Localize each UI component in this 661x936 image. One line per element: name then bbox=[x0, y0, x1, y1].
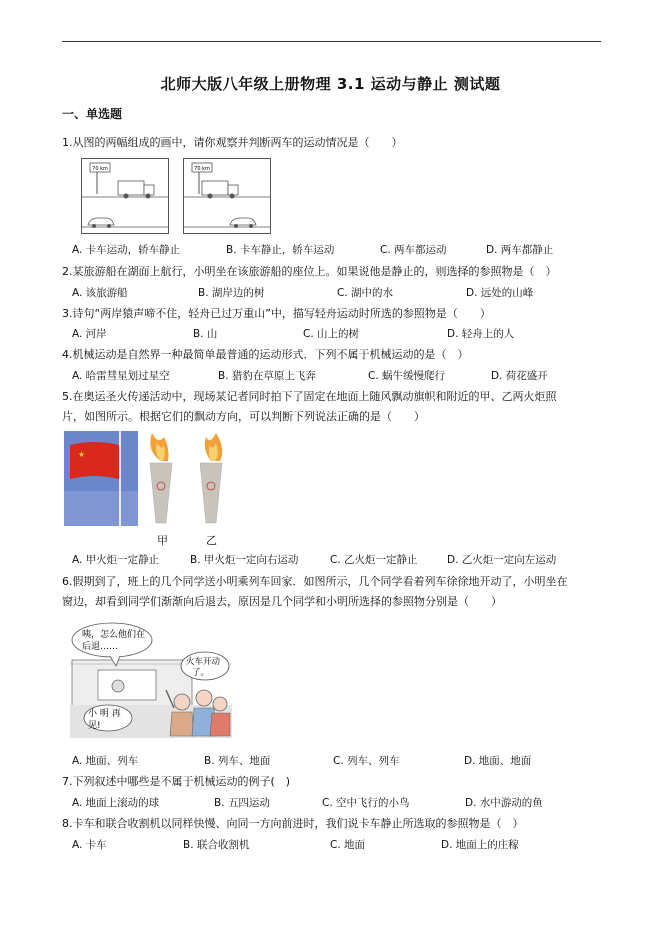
question-3-stem: 3.诗句“两岸猿声啼不住，轻舟已过万重山”中，描写轻舟运动时所选的参照物是（ ） bbox=[62, 307, 491, 320]
q4-option-c[interactable]: C. 蜗牛缓慢爬行 bbox=[368, 370, 446, 382]
q6-option-d[interactable]: D. 地面、地面 bbox=[464, 755, 532, 767]
q6-bubble2-line2: 了。 bbox=[192, 668, 210, 678]
q6-option-c[interactable]: C. 列车、列车 bbox=[333, 755, 400, 767]
q5-option-c[interactable]: C. 乙火炬一定静止 bbox=[330, 554, 418, 566]
q6-option-a[interactable]: A. 地面、列车 bbox=[72, 755, 139, 767]
q7-option-d[interactable]: D. 水中游动的鱼 bbox=[465, 797, 543, 809]
q8-option-d[interactable]: D. 地面上的庄稼 bbox=[441, 839, 519, 851]
q7-option-c[interactable]: C. 空中飞行的小鸟 bbox=[322, 797, 410, 809]
question-5-stem-line1: 5.在奥运圣火传递活动中，现场某记者同时拍下了固定在地面上随风飘动旗帜和附近的甲、乙两火炬照 bbox=[62, 390, 557, 403]
question-2-stem: 2.某旅游船在湖面上航行，小明坐在该旅游船的座位上。如果说他是静止的，则选择的参照物是（ ） bbox=[62, 265, 557, 278]
question-5-stem-line2: 片，如图所示。根据它们的飘动方向，可以判断下列说法正确的是（ ） bbox=[62, 410, 425, 423]
q3-option-d[interactable]: D. 轻舟上的人 bbox=[447, 328, 515, 340]
question-6-stem-line1: 6.假期到了，班上的几个同学送小明乘列车回家．如图所示，几个同学看着列车徐徐地开动了，小明坐在 bbox=[62, 575, 568, 588]
q5-flag-drawing bbox=[64, 431, 138, 526]
page-title: 北师大版八年级上册物理 3.1 运动与静止 测试题 bbox=[160, 75, 501, 93]
section-heading: 一、单选题 bbox=[62, 107, 123, 121]
q1-figure-left bbox=[81, 158, 169, 234]
q8-option-b[interactable]: B. 联合收割机 bbox=[183, 839, 250, 851]
q4-option-d[interactable]: D. 荷花盛开 bbox=[491, 370, 548, 382]
q1-option-c[interactable]: C. 两车都运动 bbox=[380, 244, 447, 256]
q6-bubble2-line1: 火车开动 bbox=[186, 657, 221, 667]
q5-torch-yi bbox=[192, 431, 230, 526]
q1-right-drawing bbox=[184, 159, 270, 233]
question-7-stem: 7.下列叙述中哪些是不属于机械运动的例子( ) bbox=[62, 775, 291, 788]
question-1-stem: 1.从图的两幅组成的画中，请你观察并判断两车的运动情况是（ ） bbox=[62, 136, 403, 149]
question-8-stem: 8.卡车和联合收割机以同样快慢、向同一方向前进时，我们说卡车静止所选取的参照物是（ ） bbox=[62, 817, 524, 830]
q6-bubble1-line2: 后退…… bbox=[82, 642, 119, 652]
q3-option-a[interactable]: A. 河岸 bbox=[72, 328, 107, 340]
q3-option-c[interactable]: C. 山上的树 bbox=[303, 328, 360, 340]
q1-right-sign-text: 70 km bbox=[194, 166, 210, 172]
q5-torch-yi-drawing bbox=[192, 431, 230, 526]
q5-torch-jia bbox=[142, 431, 180, 526]
q6-bubble3-line2: 见! bbox=[88, 721, 101, 731]
svg-text:★: ★ bbox=[78, 450, 86, 459]
q3-option-b[interactable]: B. 山 bbox=[193, 328, 218, 340]
q2-option-b[interactable]: B. 湖岸边的树 bbox=[198, 287, 265, 299]
q5-flag-photo bbox=[64, 431, 138, 526]
q5-option-b[interactable]: B. 甲火炬一定向右运动 bbox=[190, 554, 299, 566]
q5-option-a[interactable]: A. 甲火炬一定静止 bbox=[72, 554, 160, 566]
q5-label-yi: 乙 bbox=[206, 534, 217, 547]
q7-option-a[interactable]: A. 地面上滚动的球 bbox=[72, 797, 160, 809]
q6-bubble3-line1: 小 明 再 bbox=[88, 709, 121, 719]
q1-option-b[interactable]: B. 卡车静止，轿车运动 bbox=[226, 244, 335, 256]
q6-cartoon-drawing bbox=[70, 620, 232, 738]
question-6-stem-line2: 窗边，却看到同学们渐渐向后退去，原因是几个同学和小明所选择的参照物分别是（ ） bbox=[62, 595, 502, 608]
q1-figure-right bbox=[183, 158, 271, 234]
q2-option-d[interactable]: D. 远处的山峰 bbox=[466, 287, 534, 299]
q6-cartoon bbox=[70, 620, 232, 738]
q4-option-a[interactable]: A. 哈雷彗星划过星空 bbox=[72, 370, 170, 382]
q5-torch-jia-drawing bbox=[142, 431, 180, 526]
q4-option-b[interactable]: B. 猎豹在草原上飞奔 bbox=[218, 370, 316, 382]
q1-left-sign-text: 70 km bbox=[92, 166, 108, 172]
q5-label-jia: 甲 bbox=[157, 534, 168, 547]
q1-left-drawing bbox=[82, 159, 168, 233]
q2-option-c[interactable]: C. 湖中的水 bbox=[337, 287, 394, 299]
top-rule bbox=[62, 41, 601, 42]
q2-option-a[interactable]: A. 该旅游船 bbox=[72, 287, 128, 299]
q1-option-a[interactable]: A. 卡车运动，轿车静止 bbox=[72, 244, 181, 256]
q6-option-b[interactable]: B. 列车、地面 bbox=[204, 755, 271, 767]
q5-option-d[interactable]: D. 乙火炬一定向左运动 bbox=[447, 554, 557, 566]
question-4-stem: 4.机械运动是自然界一种最简单最普通的运动形式．下列不属于机械运动的是（ ） bbox=[62, 348, 469, 361]
q8-option-c[interactable]: C. 地面 bbox=[330, 839, 366, 851]
q7-option-b[interactable]: B. 五四运动 bbox=[214, 797, 270, 809]
q6-bubble1-line1: 咦，怎么他们在 bbox=[82, 630, 146, 640]
q1-option-d[interactable]: D. 两车都静止 bbox=[486, 244, 554, 256]
q8-option-a[interactable]: A. 卡车 bbox=[72, 839, 107, 851]
